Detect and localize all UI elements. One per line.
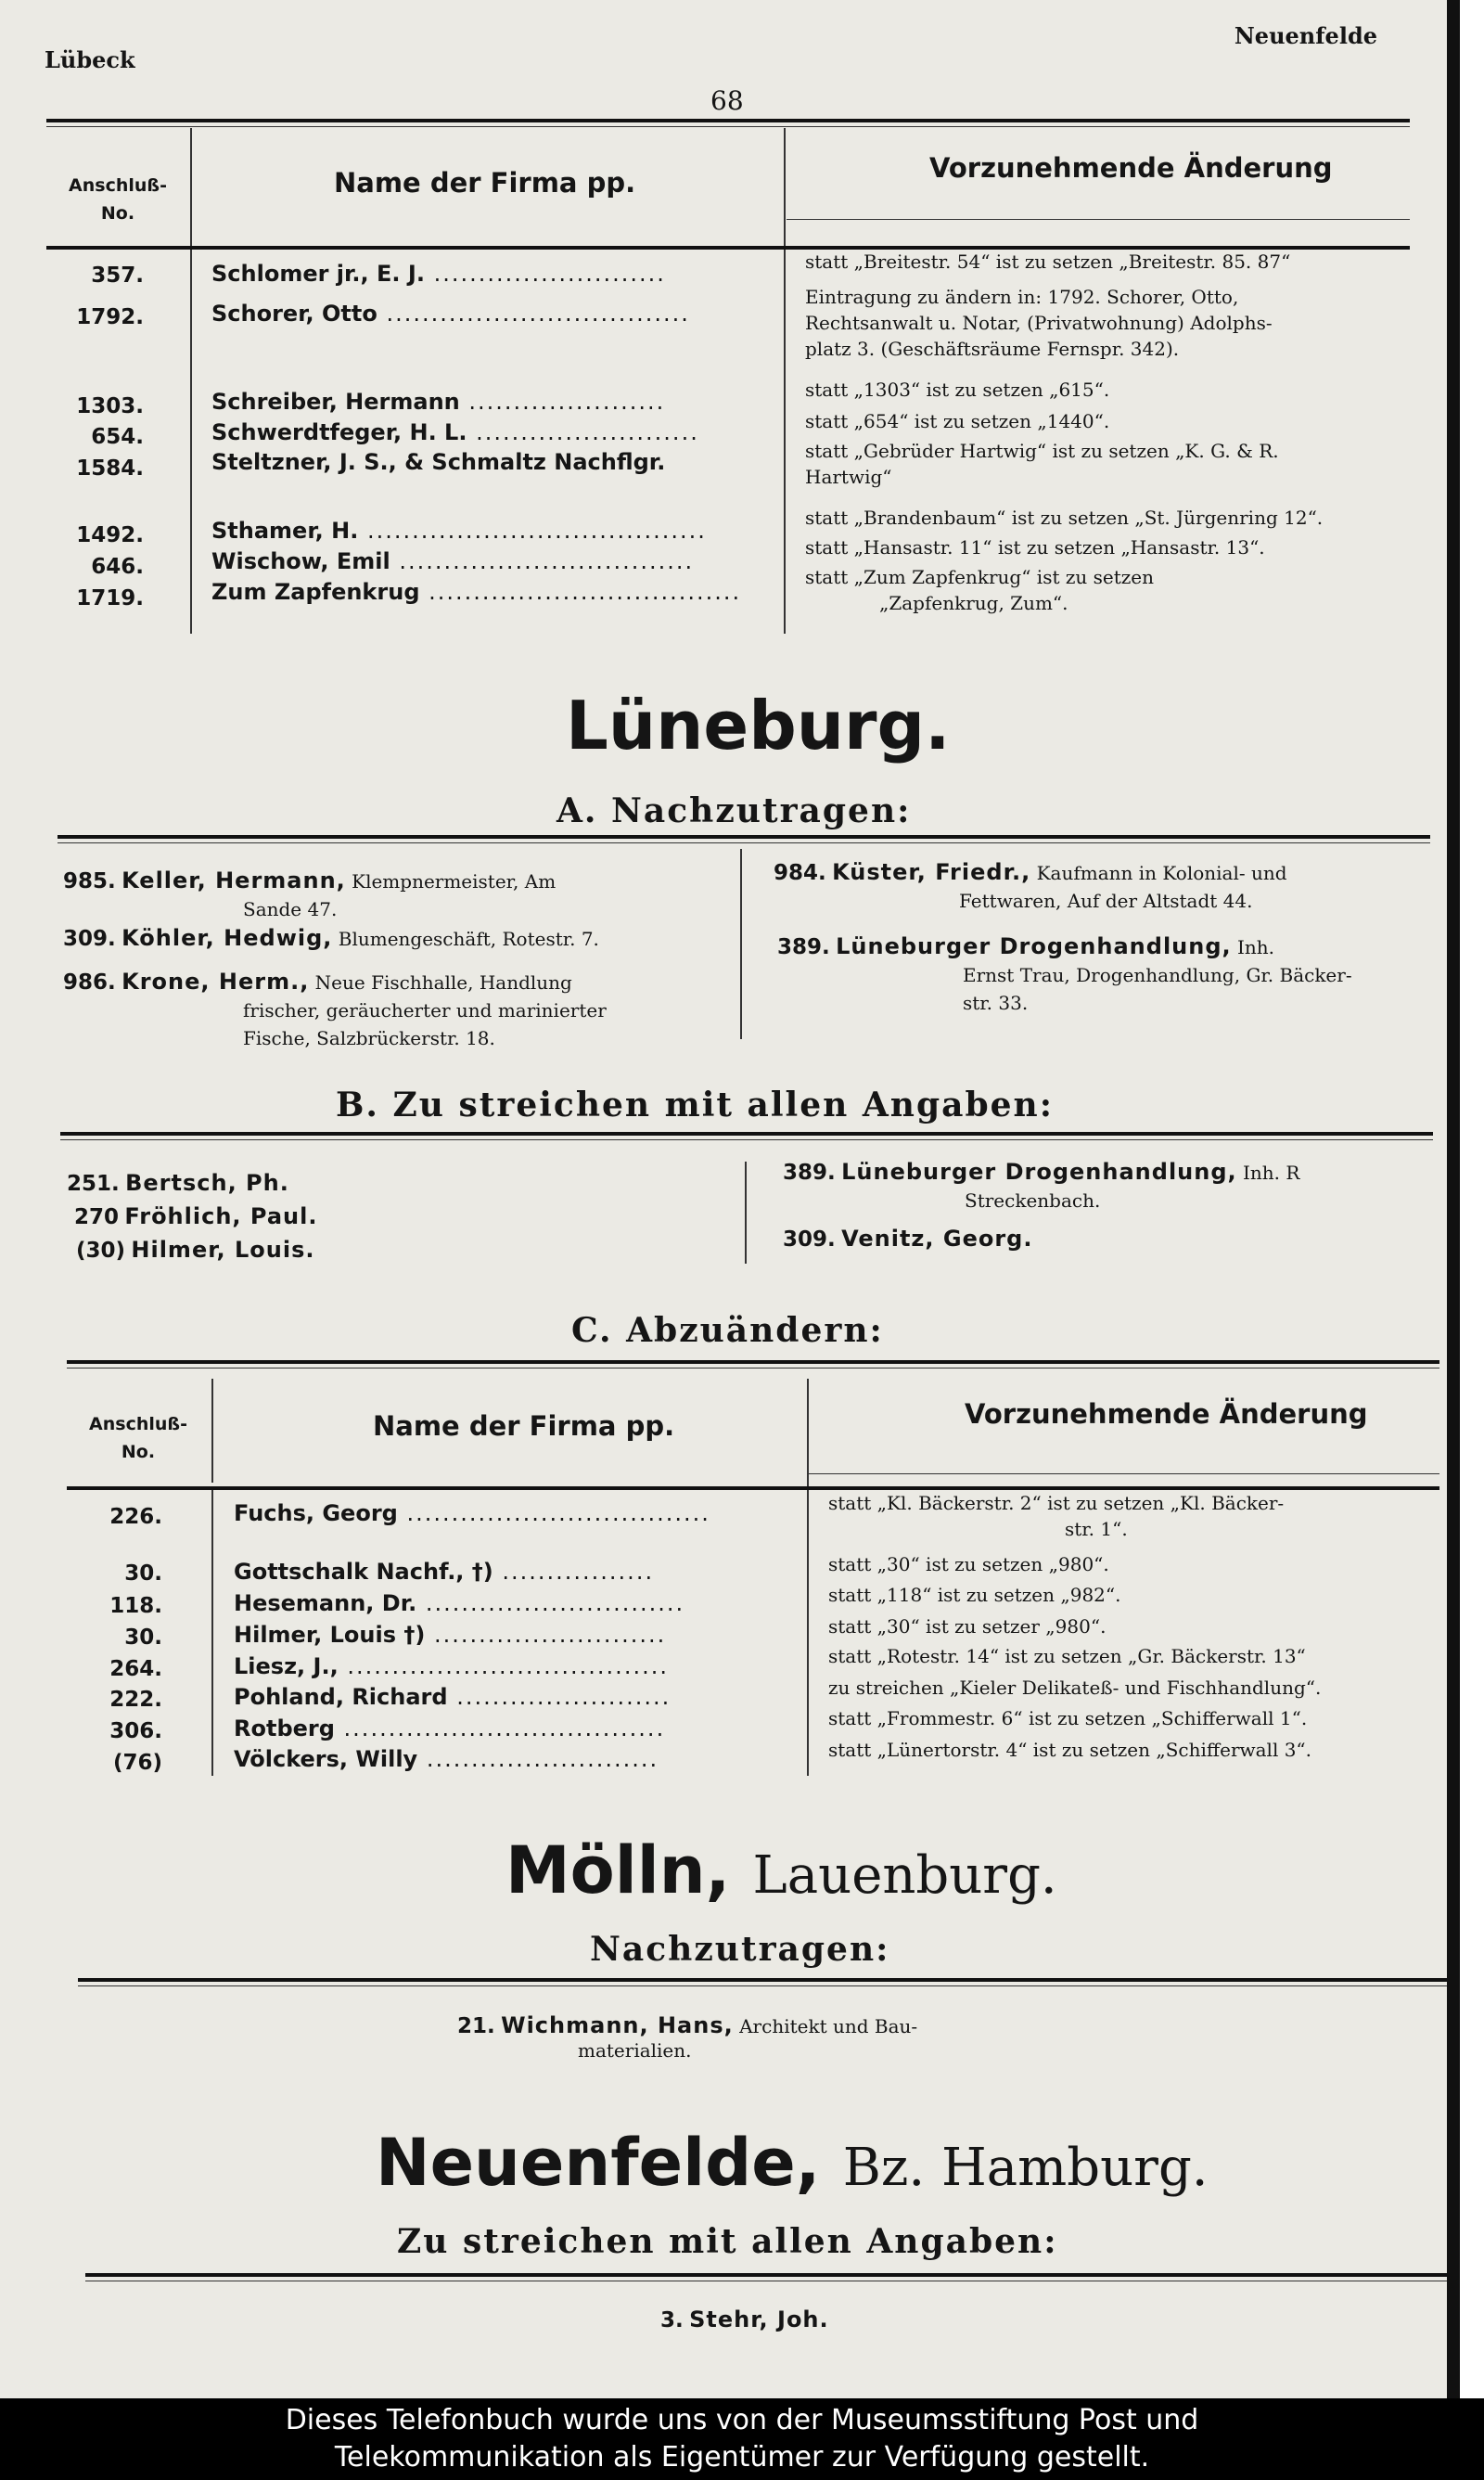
table-row-change: statt „Zum Zapfenkrug“ ist zu setzen „Zapfenkrug, Zum“. bbox=[805, 566, 1155, 614]
table-row-no: 118. bbox=[109, 1594, 162, 1618]
table-row-name: Liesz, J., .................................... bbox=[234, 1653, 669, 1679]
table-row-no: 357. bbox=[91, 263, 144, 288]
header-rule bbox=[809, 1473, 1439, 1474]
col-header-name: Name der Firma pp. bbox=[334, 167, 636, 199]
table-row-name: Wischow, Emil ................................. bbox=[211, 548, 695, 574]
header-rule bbox=[787, 219, 1410, 220]
table-row-change: statt „118“ ist zu setzen „982“. bbox=[828, 1584, 1121, 1606]
table-row-name: Zum Zapfenkrug ................................... bbox=[211, 579, 742, 605]
table-row-no: 646. bbox=[91, 555, 144, 579]
table-row-no: 222. bbox=[109, 1688, 162, 1712]
table-row-change: statt „Kl. Bäckerstr. 2“ ist zu setzen „Kl. Bäcker- str. 1“. bbox=[828, 1492, 1285, 1540]
table-row-name: Pohland, Richard ........................ bbox=[234, 1684, 672, 1710]
table-divider bbox=[190, 128, 192, 249]
section-rule-thin bbox=[58, 842, 1430, 843]
table-row-no: 30. bbox=[124, 1561, 162, 1586]
footer-line-2: Telekommunikation als Eigentümer zur Verfügung gestellt. bbox=[334, 2441, 1150, 2474]
table-divider bbox=[190, 249, 192, 634]
table-row-name: Hesemann, Dr. ............................. bbox=[234, 1590, 685, 1616]
col-header-change: Vorzunehmende Änderung bbox=[965, 1398, 1368, 1430]
table-row-name: Rotberg .................................... bbox=[234, 1715, 666, 1741]
table-divider bbox=[784, 128, 786, 634]
table-row-name: Steltzner, J. S., & Schmaltz Nachflgr. bbox=[211, 449, 666, 475]
table-row-change: statt „30“ ist zu setzer „980“. bbox=[828, 1615, 1107, 1638]
table-row-change: statt „Lünertorstr. 4“ ist zu setzen „Schifferwall 3“. bbox=[828, 1739, 1312, 1761]
table-row-no: 1492. bbox=[76, 523, 144, 547]
section-rule bbox=[78, 1978, 1447, 1982]
section-heading-neuenfelde: Zu streichen mit allen Angaben: bbox=[397, 2222, 1058, 2261]
table-top-rule-thin bbox=[46, 126, 1410, 127]
section-c-heading: C. Abzuändern: bbox=[571, 1311, 884, 1350]
header-left-city: Lübeck bbox=[45, 46, 135, 73]
table-row-change: statt „Gebrüder Hartwig“ ist zu setzen „K. G. & R. Hartwig“ bbox=[805, 440, 1279, 488]
city-heading-lueneburg: Lüneburg. bbox=[566, 687, 951, 765]
list-item: 389. Lüneburger Drogenhandlung, Inh. R Streckenbach. bbox=[783, 1159, 1300, 1212]
city-heading-moelln: Mölln, Lauenburg. bbox=[505, 1832, 1057, 1908]
table-row-no: (76) bbox=[112, 1751, 162, 1775]
col-header-no: Anschluß- No. bbox=[89, 1414, 187, 1462]
col-header-name: Name der Firma pp. bbox=[373, 1410, 675, 1442]
table-row-change: statt „1303“ ist zu setzen „615“. bbox=[805, 379, 1110, 401]
list-item: 309. Köhler, Hedwig, Blumengeschäft, Rotestr. 7. bbox=[63, 925, 599, 951]
table-row-name: Völckers, Willy .......................... bbox=[234, 1746, 659, 1772]
list-item: 3. Stehr, Joh. bbox=[660, 2307, 829, 2332]
list-item: 985. Keller, Hermann, Klempnermeister, Am Sande 47. bbox=[63, 867, 556, 920]
table-row-no: 264. bbox=[109, 1657, 162, 1681]
column-divider bbox=[740, 849, 742, 1039]
page-number: 68 bbox=[710, 85, 744, 116]
list-item: (30) Hilmer, Louis. bbox=[76, 1237, 315, 1263]
table-divider bbox=[807, 1379, 809, 1776]
header-right-city: Neuenfelde bbox=[1234, 22, 1377, 49]
page-edge bbox=[1447, 0, 1484, 2398]
table-row-change: zu streichen „Kieler Delikateß- und Fischhandlung“. bbox=[828, 1677, 1322, 1699]
list-item: 309. Venitz, Georg. bbox=[783, 1226, 1033, 1252]
table-row-change: Eintragung zu ändern in: 1792. Schorer, Otto, Rechtsanwalt u. Notar, (Privatwohnung) Adolphs- platz 3. (Geschäftsräume Fernspr. 342). bbox=[805, 286, 1273, 360]
section-rule bbox=[85, 2273, 1447, 2277]
table-row-no: 1584. bbox=[76, 456, 144, 481]
table-row-name: Schlomer jr., E. J. .......................... bbox=[211, 261, 666, 287]
table-row-change: statt „Hansastr. 11“ ist zu setzen „Hansastr. 13“. bbox=[805, 536, 1265, 559]
list-item: 270 Fröhlich, Paul. bbox=[74, 1203, 318, 1229]
table-row-no: 30. bbox=[124, 1625, 162, 1650]
column-divider bbox=[745, 1162, 747, 1264]
col-header-no: Anschluß- No. bbox=[69, 175, 167, 224]
table-top-rule bbox=[67, 1360, 1439, 1364]
table-divider bbox=[211, 1489, 213, 1776]
table-row-change: statt „Frommestr. 6“ ist zu setzen „Schifferwall 1“. bbox=[828, 1707, 1308, 1729]
list-item: 984. Küster, Friedr., Kaufmann in Kolonial- und Fettwaren, Auf der Altstadt 44. bbox=[774, 859, 1287, 912]
col-header-change: Vorzunehmende Änderung bbox=[929, 152, 1333, 184]
table-row-name: Schwerdtfeger, H. L. ......................... bbox=[211, 419, 699, 445]
table-row-no: 1792. bbox=[76, 305, 144, 329]
table-top-rule bbox=[46, 119, 1410, 122]
table-row-change: statt „654“ ist zu setzen „1440“. bbox=[805, 410, 1110, 432]
section-b-heading: B. Zu streichen mit allen Angaben: bbox=[336, 1086, 1054, 1124]
list-item: 21. Wichmann, Hans, Architekt und Bau- materialien. bbox=[457, 2012, 918, 2062]
table-row-no: 1719. bbox=[76, 586, 144, 610]
section-a-heading: A. Nachzutragen: bbox=[556, 791, 912, 830]
list-item: 389. Lüneburger Drogenhandlung, Inh. Ernst Trau, Drogenhandlung, Gr. Bäcker- str. 33. bbox=[777, 933, 1352, 1014]
table-row-no: 654. bbox=[91, 425, 144, 449]
section-rule bbox=[60, 1132, 1433, 1136]
section-rule-thin bbox=[78, 1985, 1447, 1986]
table-row-name: Gottschalk Nachf., †) ................. bbox=[234, 1559, 655, 1585]
footer-line-1: Dieses Telefonbuch wurde uns von der Museumsstiftung Post und bbox=[285, 2404, 1199, 2436]
table-row-no: 306. bbox=[109, 1719, 162, 1743]
table-row-change: statt „Rotestr. 14“ ist zu setzen „Gr. Bäckerstr. 13“ bbox=[828, 1645, 1306, 1667]
table-row-name: Schorer, Otto .................................. bbox=[211, 301, 690, 327]
city-heading-neuenfelde: Neuenfelde, Bz. Hamburg. bbox=[376, 2125, 1209, 2201]
table-row-change: statt „30“ ist zu setzen „980“. bbox=[828, 1553, 1109, 1575]
section-rule bbox=[58, 835, 1430, 839]
section-heading-moelln: Nachzutragen: bbox=[590, 1930, 890, 1969]
footer-notice bbox=[0, 2398, 1484, 2480]
table-row-name: Schreiber, Hermann ...................... bbox=[211, 389, 666, 415]
table-row-name: Hilmer, Louis †) .......................... bbox=[234, 1622, 667, 1648]
table-row-no: 226. bbox=[109, 1505, 162, 1529]
list-item: 986. Krone, Herm., Neue Fischhalle, Handlung frischer, geräucherter und marinierter Fische, Salzbrückerstr. 18. bbox=[63, 969, 607, 1049]
section-rule-thin bbox=[60, 1139, 1433, 1140]
list-item: 251. Bertsch, Ph. bbox=[67, 1170, 289, 1196]
table-row-name: Sthamer, H. ...................................... bbox=[211, 518, 707, 544]
table-row-name: Fuchs, Georg .................................. bbox=[234, 1500, 710, 1526]
table-divider bbox=[211, 1379, 213, 1483]
table-row-no: 1303. bbox=[76, 394, 144, 418]
table-row-change: statt „Breitestr. 54“ ist zu setzen „Breitestr. 85. 87“ bbox=[805, 251, 1291, 273]
table-row-change: statt „Brandenbaum“ ist zu setzen „St. Jürgenring 12“. bbox=[805, 507, 1324, 529]
